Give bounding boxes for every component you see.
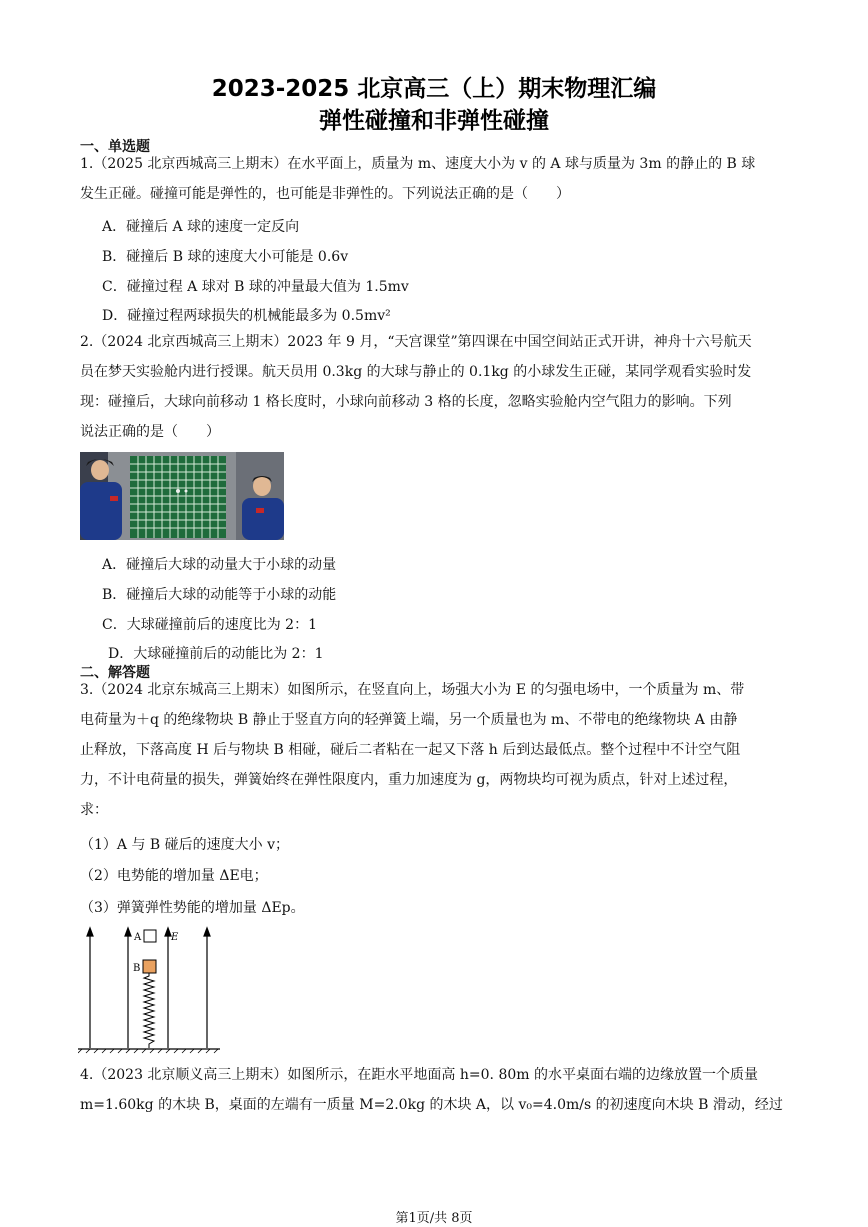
- section-heading-problems: 二、解答题: [80, 665, 150, 681]
- question-2-option-b: B．碰撞后大球的动能等于小球的动能: [102, 587, 337, 603]
- question-4-line-2: m=1.60kg 的木块 B，桌面的左端有一质量 M=2.0kg 的木块 A，以 v₀=4.0m/s 的初速度向木块 B 滑动，经过: [80, 1097, 783, 1113]
- spring: [144, 973, 154, 1048]
- block-a: [144, 930, 156, 942]
- question-2-option-a: A．碰撞后大球的动量大于小球的动量: [102, 557, 337, 573]
- question-2-option-d: D．大球碰撞前后的动能比为 2：1: [108, 646, 324, 662]
- question-2-option-c: C．大球碰撞前后的速度比为 2：1: [102, 617, 317, 633]
- question-2-line-1: 2.（2024 北京西城高三上期末）2023 年 9 月，“天宫课堂”第四课在中国空间站正式开讲，神舟十六号航天: [80, 334, 752, 350]
- label-e: E: [171, 932, 179, 943]
- question-3-sub-2: （2）电势能的增加量 ΔE电；: [80, 868, 268, 884]
- section-heading-single-choice: 一、单选题: [80, 139, 150, 155]
- question-1-option-b: B．碰撞后 B 球的速度大小可能是 0.6v: [102, 249, 349, 265]
- space-station-photo-graphic: [80, 452, 284, 540]
- question-1-line-1: 1.（2025 北京西城高三上期末）在水平面上，质量为 m、速度大小为 v 的 A 球与质量为 3m 的静止的 B 球: [80, 156, 756, 172]
- question-3-sub-3: （3）弹簧弹性势能的增加量 ΔEp。: [80, 900, 305, 916]
- question-1-option-c: C．碰撞过程 A 球对 B 球的冲量最大值为 1.5mv: [102, 279, 409, 295]
- question-2-line-4: 说法正确的是（ ）: [80, 424, 220, 440]
- question-4-line-1: 4.（2023 北京顺义高三上期末）如图所示，在距水平地面高 h=0. 80m 的水平桌面右端的边缘放置一个质量: [80, 1067, 758, 1083]
- question-3-sub-1: （1）A 与 B 碰后的速度大小 v；: [80, 837, 290, 853]
- question-4-stem: [80, 1060, 792, 1120]
- label-b: B: [133, 963, 141, 974]
- question-3-line-4: 力，不计电荷量的损失，弹簧始终在弹性限度内，重力加速度为 g，两物块均可视为质点，针对上述过程，: [80, 772, 738, 788]
- question-3-stem: [80, 675, 792, 825]
- question-2-stem: [80, 327, 792, 447]
- question-2-line-3: 现：碰撞后，大球向前移动 1 格长度时，小球向前移动 3 格的长度，忽略实验舱内空气阻力的影响。下列: [80, 394, 732, 410]
- question-3-line-2: 电荷量为＋q 的绝缘物块 B 静止于竖直方向的轻弹簧上端，另一个质量也为 m、不带电的绝缘物块 A 由静: [80, 712, 738, 728]
- question-3-line-3: 止释放，下落高度 H 后与物块 B 相碰，碰后二者粘在一起又下落 h 后到达最低点。整个过程中不计空气阻: [80, 742, 741, 758]
- document-subtitle: 弹性碰撞和非弹性碰撞: [319, 108, 549, 134]
- question-1-option-d: D．碰撞过程两球损失的机械能最多为 0.5mv²: [102, 308, 391, 324]
- question-1-stem: [80, 149, 792, 209]
- question-2-line-2: 员在梦天实验舱内进行授课。航天员用 0.3kg 的大球与静止的 0.1kg 的小球发生正碰，某同学观看实验时发: [80, 364, 752, 380]
- label-a: A: [134, 932, 142, 943]
- block-b: [143, 960, 156, 973]
- spring-field-diagram: [78, 926, 224, 1054]
- document-title: 2023-2025 北京高三（上）期末物理汇编: [211, 76, 657, 102]
- space-station-photo: [80, 452, 284, 540]
- question-3-line-1: 3.（2024 北京东城高三上期末）如图所示，在竖直向上，场强大小为 E 的匀强电场中，一个质量为 m、带: [80, 682, 745, 698]
- question-3-line-5: 求：: [80, 802, 108, 818]
- page-footer: 第1页/共 8页: [395, 1211, 473, 1226]
- question-1-option-a: A．碰撞后 A 球的速度一定反向: [102, 219, 300, 235]
- question-1-line-2: 发生正碰。碰撞可能是弹性的，也可能是非弹性的。下列说法正确的是（ ）: [80, 186, 570, 202]
